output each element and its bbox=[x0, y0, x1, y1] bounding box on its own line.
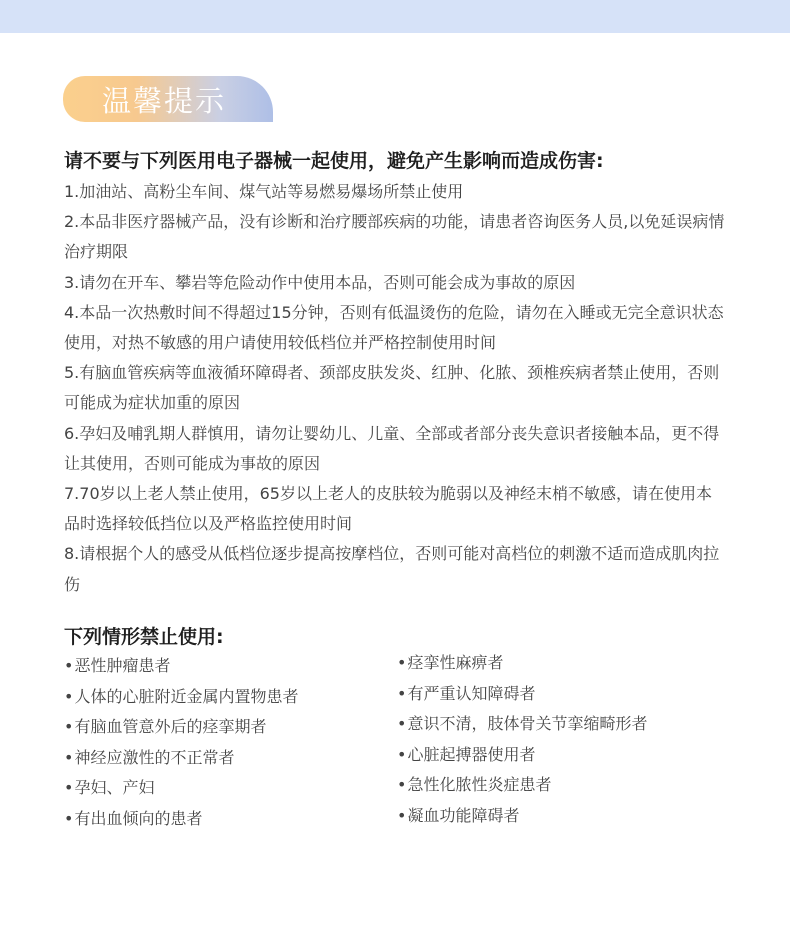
top-banner-band bbox=[0, 0, 790, 33]
rule-item: 5.有脑血管疾病等血液循环障碍者、颈部皮肤发炎、红肿、化脓、颈椎疾病者禁止使用，否则可能成为症状加重的原因 bbox=[64, 363, 720, 413]
list-item: • 急性化脓性炎症患者 bbox=[397, 770, 647, 801]
usage-rules-list bbox=[64, 177, 726, 600]
rule-item: 8.请根据个人的感受从低档位逐步提高按摩档位，否则可能对高档位的刺激不适而造成肌肉拉伤 bbox=[64, 544, 720, 594]
rule-item: 2.本品非医疗器械产品，没有诊断和治疗腰部疾病的功能，请患者咨询医务人员,以免延误病情治疗期限 bbox=[64, 212, 725, 262]
rule-item: 3.请勿在开车、攀岩等危险动作中使用本品，否则可能会成为事故的原因 bbox=[64, 272, 576, 292]
list-item: • 孕妇、产妇 bbox=[64, 773, 298, 804]
list-item: • 有严重认知障碍者 bbox=[397, 679, 647, 710]
list-item: • 凝血功能障碍者 bbox=[397, 801, 647, 832]
list-item: • 痉挛性麻痹者 bbox=[397, 648, 647, 679]
title-badge-text: 温馨提示 bbox=[102, 83, 227, 118]
rule-item: 4.本品一次热敷时间不得超过15分钟，否则有低温烫伤的危险，请勿在入睡或无完全意识状态使用，对热不敏感的用户请使用较低档位并严格控制使用时间 bbox=[64, 302, 724, 353]
list-item: • 有出血倾向的患者 bbox=[64, 804, 298, 835]
contraindication-list-right bbox=[397, 648, 647, 832]
list-item: • 心脏起搏器使用者 bbox=[397, 740, 647, 771]
rule-item: 1.加油站、高粉尘车间、煤气站等易燃易爆场所禁止使用 bbox=[64, 182, 464, 201]
section2-heading: 下列情形禁止使用: bbox=[64, 626, 224, 648]
section1-heading: 请不要与下列医用电子器械一起使用，避免产生影响而造成伤害: bbox=[64, 150, 604, 172]
list-item: • 人体的心脏附近金属内置物患者 bbox=[64, 682, 298, 713]
title-badge bbox=[63, 76, 273, 122]
contraindication-list-left bbox=[64, 651, 298, 835]
list-item: • 意识不清，肢体骨关节挛缩畸形者 bbox=[397, 709, 647, 740]
list-item: • 有脑血管意外后的痉挛期者 bbox=[64, 712, 298, 743]
rule-item: 7.70岁以上老人禁止使用，65岁以上老人的皮肤较为脆弱以及神经末梢不敏感，请在使用本品时选择较低挡位以及严格监控使用时间 bbox=[64, 484, 712, 534]
list-item: • 神经应激性的不正常者 bbox=[64, 743, 298, 774]
rule-item: 6.孕妇及哺乳期人群慎用，请勿让婴幼儿、儿童、全部或者部分丧失意识者接触本品，更不得让其使用，否则可能成为事故的原因 bbox=[64, 423, 720, 473]
list-item: • 恶性肿瘤患者 bbox=[64, 651, 298, 682]
